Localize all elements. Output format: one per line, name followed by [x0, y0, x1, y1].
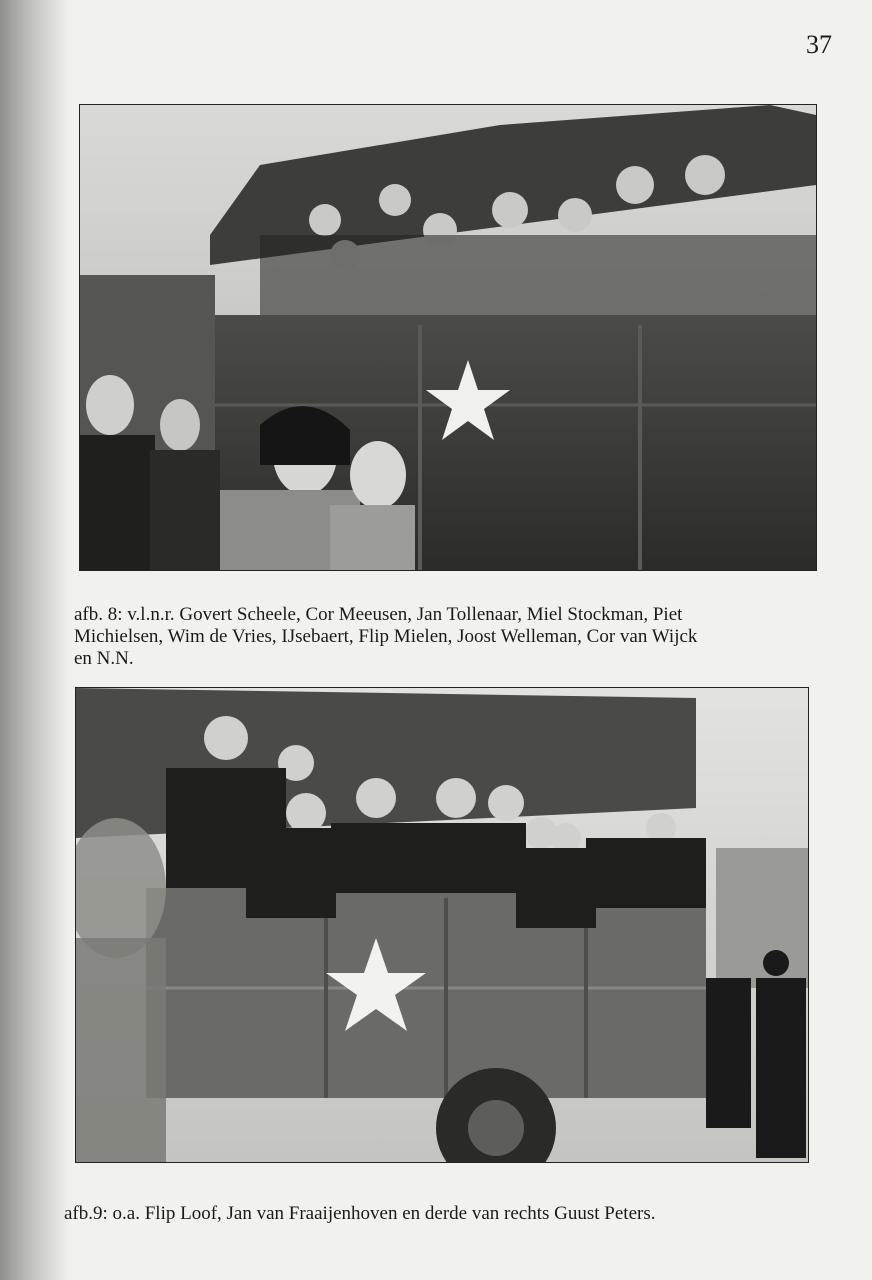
- caption-afb-9: [64, 1203, 655, 1225]
- caption-afb-8: [74, 604, 697, 670]
- caption-line: afb.9: o.a. Flip Loof, Jan van Fraaijenhoven en derde van rechts Guust Peters.: [64, 1203, 656, 1224]
- caption-line: en N.N.: [74, 648, 134, 669]
- photo-truck-with-people-icon: [76, 688, 808, 1162]
- photo-afb-9: [76, 688, 808, 1162]
- photo-afb-8: [80, 105, 816, 570]
- caption-line: afb. 8: v.l.n.r. Govert Scheele, Cor Meeusen, Jan Tollenaar, Miel Stockman, Piet: [74, 604, 683, 625]
- photo-truck-with-people-icon: [80, 105, 816, 570]
- caption-line: Michielsen, Wim de Vries, IJsebaert, Flip Mielen, Joost Welleman, Cor van Wijck: [74, 626, 698, 647]
- page-number: 37: [806, 30, 832, 59]
- page-gutter-shadow: [0, 0, 70, 1280]
